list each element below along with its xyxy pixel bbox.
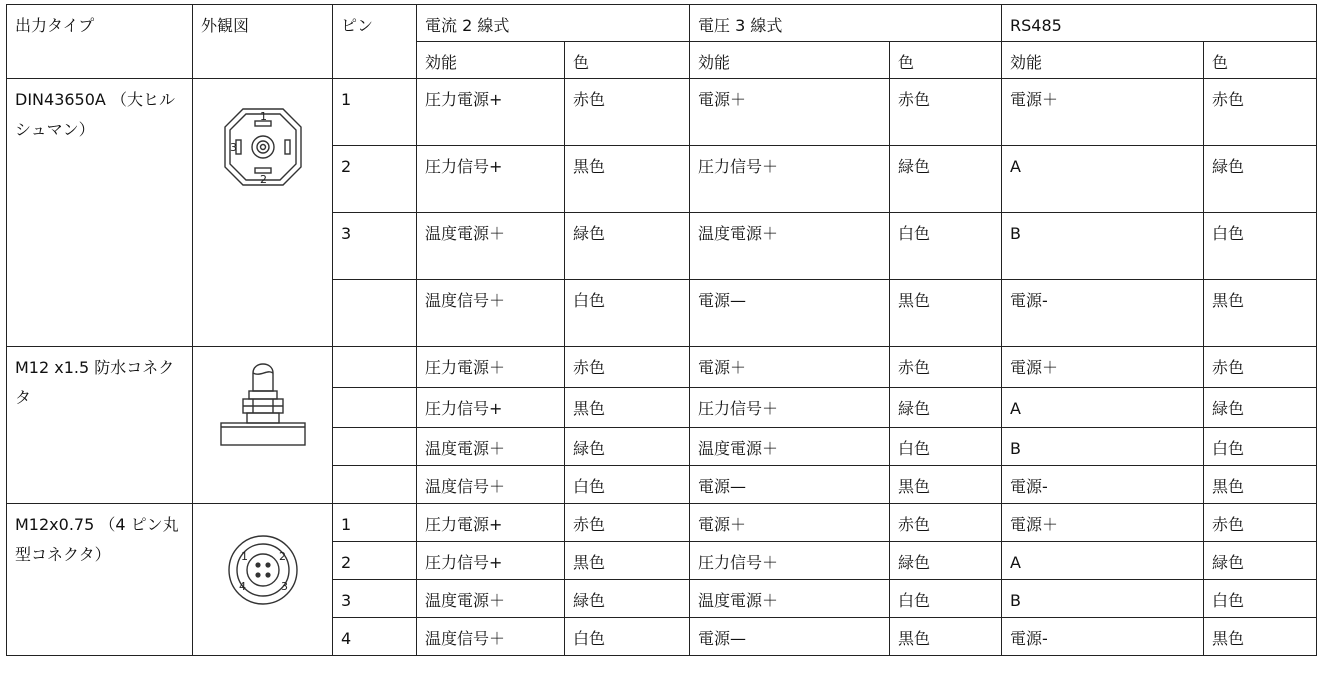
current-color-cell: 赤色: [565, 347, 690, 388]
rs485-color-cell: 赤色: [1204, 347, 1317, 388]
din-connector-icon: [213, 85, 313, 325]
pin-cell: 4: [333, 618, 417, 656]
rs485-function-cell: B: [1002, 213, 1204, 280]
rs485-color-cell: 黒色: [1204, 466, 1317, 504]
subheader-current-function: 効能: [417, 42, 565, 79]
pin-label-3: 3: [280, 580, 288, 593]
current-color-cell: 緑色: [565, 213, 690, 280]
voltage-color-cell: 白色: [890, 580, 1002, 618]
pin-label-1: 1: [240, 550, 248, 563]
output-type-cell: DIN43650A （大ヒルシュマン）: [7, 79, 193, 347]
voltage-color-cell: 黒色: [890, 618, 1002, 656]
voltage-function-cell: 電源—: [690, 280, 890, 347]
current-function-cell: 温度電源＋: [417, 213, 565, 280]
rs485-function-cell: 電源-: [1002, 618, 1204, 656]
current-function-cell: 圧力信号+: [417, 388, 565, 428]
pin-cell: [333, 388, 417, 428]
voltage-color-cell: 緑色: [890, 388, 1002, 428]
pin-cell: [333, 347, 417, 388]
rs485-function-cell: 電源＋: [1002, 504, 1204, 542]
current-color-cell: 黒色: [565, 388, 690, 428]
voltage-function-cell: 電源＋: [690, 79, 890, 146]
rs485-color-cell: 緑色: [1204, 542, 1317, 580]
voltage-color-cell: 白色: [890, 428, 1002, 466]
current-function-cell: 圧力電源＋: [417, 347, 565, 388]
waterproof-connector-icon: [213, 353, 313, 493]
appearance-cell: [193, 79, 333, 347]
pin-cell: 1: [333, 79, 417, 146]
current-color-cell: 白色: [565, 466, 690, 504]
subheader-rs485-function: 効能: [1002, 42, 1204, 79]
table-row: [7, 79, 1317, 146]
pin-label-2: 2: [278, 550, 286, 563]
rs485-color-cell: 黒色: [1204, 618, 1317, 656]
current-color-cell: 黒色: [565, 146, 690, 213]
voltage-color-cell: 赤色: [890, 347, 1002, 388]
rs485-function-cell: 電源＋: [1002, 347, 1204, 388]
pin-label-3: 3: [229, 141, 237, 154]
pin-cell: 3: [333, 580, 417, 618]
voltage-color-cell: 赤色: [890, 79, 1002, 146]
pin-cell: [333, 280, 417, 347]
pin-cell: 2: [333, 542, 417, 580]
current-function-cell: 温度信号＋: [417, 466, 565, 504]
current-color-cell: 白色: [565, 618, 690, 656]
header-pin: ピン: [333, 5, 417, 79]
voltage-color-cell: 緑色: [890, 146, 1002, 213]
subheader-voltage-function: 効能: [690, 42, 890, 79]
appearance-cell: [193, 504, 333, 656]
rs485-color-cell: 白色: [1204, 213, 1317, 280]
voltage-function-cell: 温度電源＋: [690, 428, 890, 466]
rs485-color-cell: 白色: [1204, 580, 1317, 618]
group-din43650a: [7, 79, 1317, 347]
current-function-cell: 圧力信号+: [417, 146, 565, 213]
table-row: [7, 504, 1317, 542]
subheader-rs485-color: 色: [1204, 42, 1317, 79]
output-type-cell: M12x0.75 （4 ピン丸型コネクタ）: [7, 504, 193, 656]
wiring-table: [6, 4, 1317, 656]
voltage-function-cell: 温度電源＋: [690, 580, 890, 618]
current-color-cell: 黒色: [565, 542, 690, 580]
voltage-function-cell: 圧力信号＋: [690, 542, 890, 580]
current-function-cell: 圧力電源+: [417, 504, 565, 542]
voltage-function-cell: 温度電源＋: [690, 213, 890, 280]
current-function-cell: 温度信号＋: [417, 280, 565, 347]
pin-cell: 1: [333, 504, 417, 542]
pin-cell: 3: [333, 213, 417, 280]
current-function-cell: 温度電源＋: [417, 580, 565, 618]
current-function-cell: 温度電源＋: [417, 428, 565, 466]
voltage-color-cell: 黒色: [890, 280, 1002, 347]
header-output-type: 出力タイプ: [7, 5, 193, 79]
rs485-color-cell: 黒色: [1204, 280, 1317, 347]
rs485-color-cell: 白色: [1204, 428, 1317, 466]
voltage-color-cell: 黒色: [890, 466, 1002, 504]
rs485-function-cell: A: [1002, 146, 1204, 213]
rs485-function-cell: A: [1002, 542, 1204, 580]
subheader-voltage-color: 色: [890, 42, 1002, 79]
rs485-function-cell: 電源-: [1002, 466, 1204, 504]
current-function-cell: 温度信号＋: [417, 618, 565, 656]
output-type-cell: M12 x1.5 防水コネクタ: [7, 347, 193, 504]
rs485-function-cell: B: [1002, 428, 1204, 466]
current-function-cell: 圧力信号+: [417, 542, 565, 580]
voltage-function-cell: 電源＋: [690, 347, 890, 388]
table-row: [7, 347, 1317, 388]
current-color-cell: 赤色: [565, 504, 690, 542]
group-m12-waterproof: [7, 347, 1317, 504]
pin-cell: [333, 466, 417, 504]
current-function-cell: 圧力電源+: [417, 79, 565, 146]
voltage-function-cell: 電源—: [690, 618, 890, 656]
current-color-cell: 緑色: [565, 580, 690, 618]
header-appearance: 外観図: [193, 5, 333, 79]
pin-label-2: 2: [259, 173, 267, 186]
voltage-color-cell: 白色: [890, 213, 1002, 280]
voltage-function-cell: 圧力信号＋: [690, 388, 890, 428]
subheader-current-color: 色: [565, 42, 690, 79]
voltage-function-cell: 電源＋: [690, 504, 890, 542]
rs485-function-cell: 電源-: [1002, 280, 1204, 347]
current-color-cell: 白色: [565, 280, 690, 347]
rs485-color-cell: 緑色: [1204, 388, 1317, 428]
group-m12-4pin: [7, 504, 1317, 656]
voltage-function-cell: 圧力信号＋: [690, 146, 890, 213]
pin-cell: 2: [333, 146, 417, 213]
header-rs485: RS485: [1002, 5, 1317, 42]
rs485-function-cell: B: [1002, 580, 1204, 618]
rs485-function-cell: A: [1002, 388, 1204, 428]
voltage-color-cell: 緑色: [890, 542, 1002, 580]
current-color-cell: 緑色: [565, 428, 690, 466]
appearance-cell: [193, 347, 333, 504]
rs485-color-cell: 緑色: [1204, 146, 1317, 213]
pin-label-4: 4: [238, 580, 246, 593]
voltage-color-cell: 赤色: [890, 504, 1002, 542]
rs485-function-cell: 電源＋: [1002, 79, 1204, 146]
rs485-color-cell: 赤色: [1204, 504, 1317, 542]
voltage-function-cell: 電源—: [690, 466, 890, 504]
pin-cell: [333, 428, 417, 466]
pin-label-1: 1: [259, 110, 267, 123]
current-color-cell: 赤色: [565, 79, 690, 146]
header-current-2wire: 電流 2 線式: [417, 5, 690, 42]
table-header: [7, 5, 1317, 79]
round-4pin-connector-icon: [213, 510, 313, 632]
rs485-color-cell: 赤色: [1204, 79, 1317, 146]
header-voltage-3wire: 電圧 3 線式: [690, 5, 1002, 42]
